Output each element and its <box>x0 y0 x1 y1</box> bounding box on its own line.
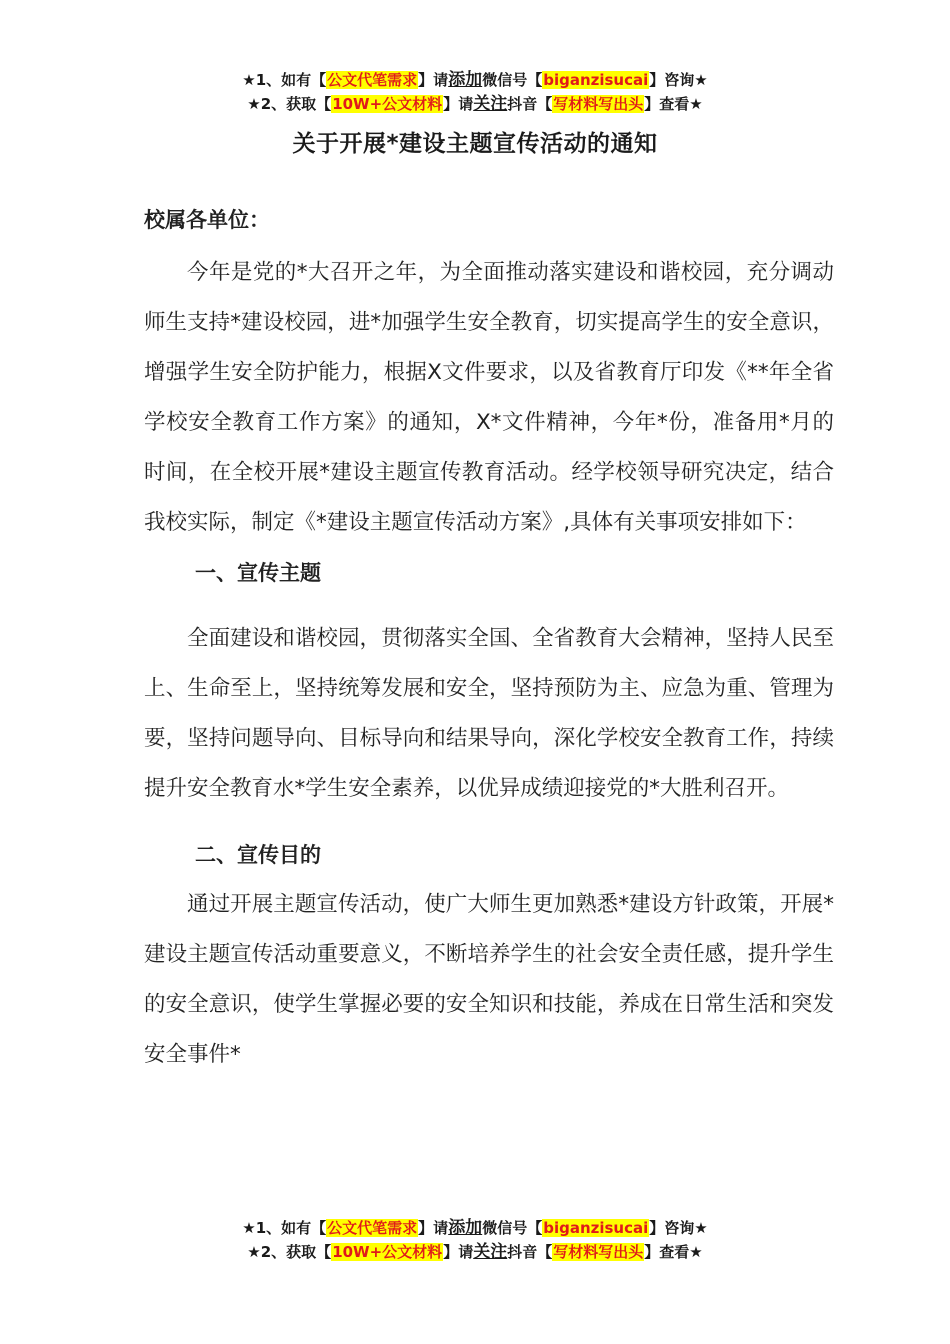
promo-highlight: 10W+公文材料 <box>332 1243 443 1261</box>
promo-highlight: 公文代笔需求 <box>327 1219 418 1237</box>
promo-text: 抖音【 <box>507 95 553 113</box>
promo-text: ★1、如有【 <box>242 1219 327 1237</box>
promo-underlined: 添加 <box>448 70 483 90</box>
promo-highlight-wechat-id: biganzisucai <box>543 71 649 89</box>
intro-paragraph: 今年是党的*大召开之年，为全面推动落实建设和谐校园，充分调动师生支持*建设校园，进*加强学生安全教育，切实提高学生的安全意识，增强学生安全防护能力，根据X文件要求，以及省教育厅印发《**年全省学校安全教育工作方案》的通知，X*文件精神，今年*份，准备用*月的时间，在全校开展*建设主题宣传教育活动。经学校领导研究决定，结合我校实际，制定《*建设主题宣传活动方案》,具体有关事项安排如下： <box>144 260 834 535</box>
promo-line-1 <box>0 1216 950 1240</box>
spacer <box>144 814 834 830</box>
section-body-purpose: 通过开展主题宣传活动，使广大师生更加熟悉*建设方针政策，开展*建设主题宣传活动重要意义，不断培养学生的社会安全责任感，提升学生的安全意识，使学生掌握必要的安全知识和技能，养成在日常生活和突发安全事件* <box>144 892 834 1067</box>
spacer <box>144 598 834 614</box>
promo-highlight: 公文代笔需求 <box>327 71 418 89</box>
promo-highlight-account: 写材料写出头 <box>553 1243 644 1261</box>
promo-text: 】咨询★ <box>649 1219 708 1237</box>
promo-text: ★2、获取【 <box>247 95 332 113</box>
promo-highlight: 10W+公文材料 <box>332 95 443 113</box>
section-heading-purpose: 二、宣传目的 <box>195 843 321 867</box>
promo-line-2 <box>0 1240 950 1264</box>
promo-line-2 <box>0 92 950 116</box>
promo-text: 】请 <box>418 71 449 89</box>
promo-text: 微信号【 <box>482 1219 543 1237</box>
document-body <box>144 200 834 1080</box>
promo-line-1 <box>0 68 950 92</box>
promo-underlined: 关注 <box>473 94 508 114</box>
promo-text: 】查看★ <box>644 1243 703 1261</box>
document-title: 关于开展*建设主题宣传活动的通知 <box>292 131 658 157</box>
promo-text: 】请 <box>443 95 474 113</box>
promo-underlined: 关注 <box>473 1242 508 1262</box>
header-promo-banner <box>0 68 950 116</box>
footer-promo-banner <box>0 1216 950 1264</box>
promo-text: 微信号【 <box>482 71 543 89</box>
promo-text: 】查看★ <box>644 95 703 113</box>
section-body-theme: 全面建设和谐校园，贯彻落实全国、全省教育大会精神，坚持人民至上、生命至上，坚持统筹发展和安全，坚持预防为主、应急为重、管理为要，坚持问题导向、目标导向和结果导向，深化学校安全教育工作，持续提升安全教育水*学生安全素养，以优异成绩迎接党的*大胜利召开。 <box>144 626 834 801</box>
promo-text: 】请 <box>418 1219 449 1237</box>
promo-underlined: 添加 <box>448 1218 483 1238</box>
promo-text: 】咨询★ <box>649 71 708 89</box>
promo-text: 】请 <box>443 1243 474 1261</box>
promo-text: ★2、获取【 <box>247 1243 332 1261</box>
promo-highlight-account: 写材料写出头 <box>553 95 644 113</box>
promo-text: 抖音【 <box>507 1243 553 1261</box>
promo-highlight-wechat-id: biganzisucai <box>543 1219 649 1237</box>
promo-text: ★1、如有【 <box>242 71 327 89</box>
section-heading-theme: 一、宣传主题 <box>195 561 321 585</box>
salutation: 校属各单位： <box>144 208 270 232</box>
